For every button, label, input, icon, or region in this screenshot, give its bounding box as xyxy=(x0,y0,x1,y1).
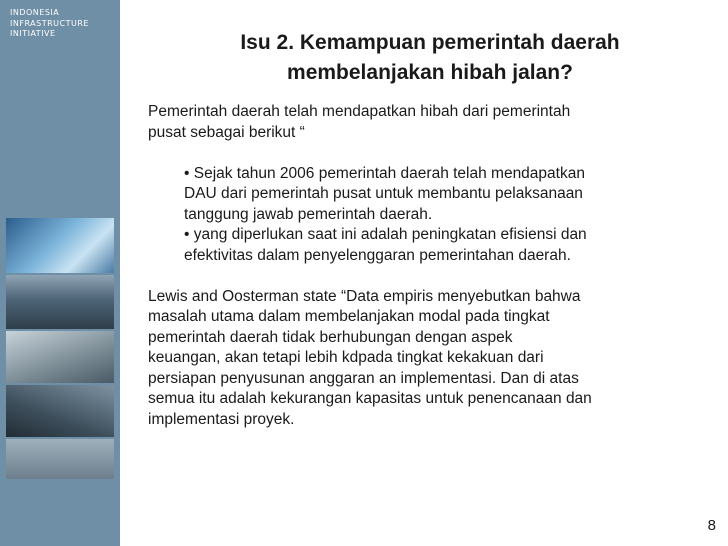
logo-line: INDONESIA xyxy=(10,8,60,17)
slide-body xyxy=(148,102,718,430)
bullet-line: tanggung jawab pemerintah daerah. xyxy=(184,205,433,223)
railway-photo xyxy=(6,439,114,479)
quote-line: masalah utama dalam membelanjakan modal pada tingkat xyxy=(148,308,550,325)
bullet-line: DAU dari pemerintah pusat untuk membantu pelaksanaan xyxy=(184,185,583,202)
bullet-line: efektivitas dalam penyelenggaran pemerintahan daerah. xyxy=(184,246,571,264)
intro-line: Pemerintah daerah telah mendapatkan hibah dari pemerintah xyxy=(148,103,571,120)
spacer xyxy=(148,143,718,164)
brand-logo xyxy=(10,8,115,40)
bullet-line: • yang diperlukan saat ini adalah peningkatan efisiensi dan xyxy=(184,226,587,243)
slide-title xyxy=(140,28,720,88)
spacer xyxy=(148,266,718,287)
title-line: membelanjakan hibah jalan? xyxy=(287,61,573,84)
quote-line: keuangan, akan tetapi lebih kdpada tingkat kekakuan dari xyxy=(148,349,544,366)
logo-line: INITIATIVE xyxy=(10,29,56,38)
bullet-line: • Sejak tahun 2006 pemerintah daerah telah mendapatkan xyxy=(184,164,585,182)
logo-line: INFRASTRUCTURE xyxy=(10,18,89,28)
quote-line: pemerintah daerah tidak berhubungan dengan aspek xyxy=(148,328,513,346)
ship-photo xyxy=(6,331,114,383)
bullet-list xyxy=(148,164,718,267)
water-photo xyxy=(6,218,114,273)
quote-line: semua itu adalah kekurangan kapasitas untuk penencanaan dan xyxy=(148,390,592,407)
intro-line: pusat sebagai berikut “ xyxy=(148,123,305,141)
quote-line: persiapan penyusunan anggaran an implementasi. Dan di atas xyxy=(148,369,579,387)
title-line: Isu 2. Kemampuan pemerintah daerah xyxy=(240,31,620,54)
page-number: 8 xyxy=(707,517,716,534)
quote-line: Lewis and Oosterman state “Data empiris menyebutkan bahwa xyxy=(148,287,581,305)
port-photo xyxy=(6,275,114,329)
quote-line: implementasi proyek. xyxy=(148,410,295,428)
road-photo xyxy=(6,385,114,437)
sidebar-banner xyxy=(0,0,120,546)
